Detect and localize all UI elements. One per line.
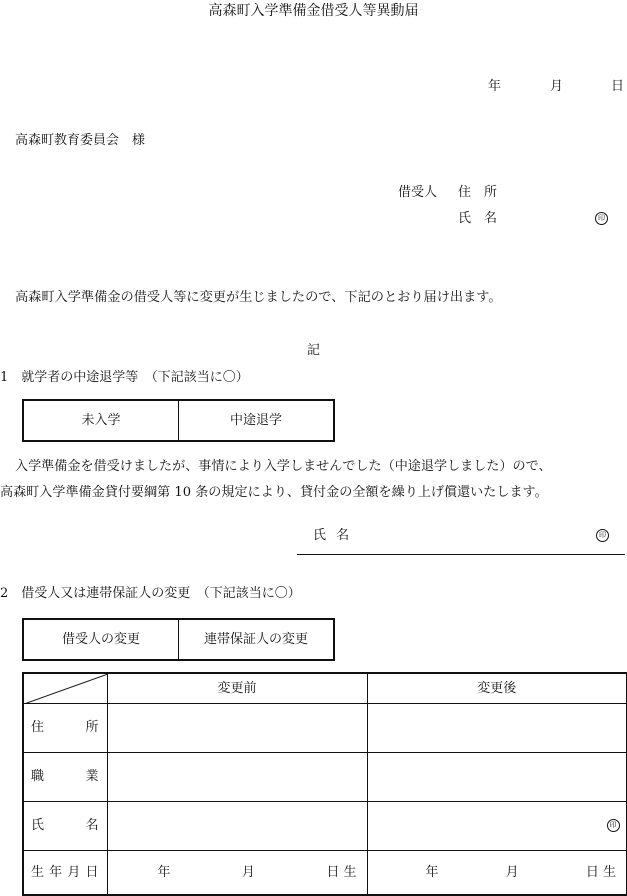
section1-seal-icon: 印	[596, 529, 609, 542]
form-title: 高森町入学準備金借受人等異動届	[208, 3, 419, 19]
row-label-occupation: 職 業	[31, 769, 99, 784]
section1-sign-name-label: 氏 名	[313, 528, 353, 543]
change-table	[22, 672, 627, 896]
applicant-address-label: 住 所	[458, 185, 498, 200]
ki-label: 記	[306, 343, 320, 358]
table-row-address	[23, 703, 627, 752]
applicant-role-label: 借受人	[398, 185, 438, 200]
date-day-label: 日	[611, 79, 625, 94]
row-label-name: 氏 名	[31, 818, 99, 833]
diagonal-corner-cell	[23, 673, 107, 703]
dob-after-year: 年	[425, 864, 439, 880]
section2-heading: 2 借受人又は連帯保証人の変更 （下記該当に〇）	[0, 586, 301, 601]
dob-before-cell[interactable]	[107, 850, 367, 895]
option-guarantor-change[interactable]: 連帯保証人の変更	[178, 620, 333, 659]
address-before-cell[interactable]	[107, 703, 367, 752]
table-row-dob	[23, 850, 627, 895]
dob-before-day: 日 生	[326, 864, 357, 880]
section2-option-box	[22, 618, 335, 661]
row-label-address: 住 所	[31, 720, 99, 735]
section1-body-line1: 入学準備金を借受けましたが、事情により入学しませんでした（中途退学しました）ので、	[15, 459, 552, 474]
section1-body-line2: 高森町入学準備金貸付要綱第 10 条の規定により、貸付金の全額を繰り上げ償還いたします。	[0, 485, 548, 500]
table-header-row	[23, 673, 627, 703]
section1-sign-line[interactable]	[297, 554, 625, 555]
section1-option-box	[22, 399, 335, 442]
table-row-name	[23, 801, 627, 850]
applicant-seal-icon: 印	[595, 212, 608, 225]
name-before-cell[interactable]	[107, 801, 367, 850]
option-borrower-change[interactable]: 借受人の変更	[61, 632, 140, 647]
dob-after-day: 日 生	[585, 864, 616, 880]
applicant-name-label: 氏 名	[458, 211, 498, 226]
option-dropped-out[interactable]: 中途退学	[178, 401, 333, 440]
section1-heading: 1 就学者の中途退学等 （下記該当に〇）	[0, 370, 249, 385]
addressee: 高森町教育委員会 様	[15, 133, 146, 148]
diagonal-line	[24, 674, 108, 704]
occupation-after-cell[interactable]	[367, 752, 627, 801]
date-year-label: 年	[488, 79, 502, 94]
dob-before-year: 年	[157, 864, 171, 880]
column-header-before: 変更前	[107, 673, 367, 703]
date-month-label: 月	[550, 79, 564, 94]
name-after-cell[interactable]	[367, 801, 627, 850]
option-not-enrolled[interactable]: 未入学	[81, 413, 121, 428]
occupation-before-cell[interactable]	[107, 752, 367, 801]
row-label-dob: 生 年 月 日	[31, 864, 99, 880]
intro-text: 高森町入学準備金の借受人等に変更が生じましたので、下記のとおり届け出ます。	[15, 290, 502, 305]
dob-before-month: 月	[241, 864, 255, 880]
column-header-after: 変更後	[367, 673, 627, 703]
table-row-occupation	[23, 752, 627, 801]
dob-after-month: 月	[505, 864, 519, 880]
dob-after-cell[interactable]	[367, 850, 627, 895]
name-after-seal-icon: 印	[607, 819, 620, 832]
address-after-cell[interactable]	[367, 703, 627, 752]
